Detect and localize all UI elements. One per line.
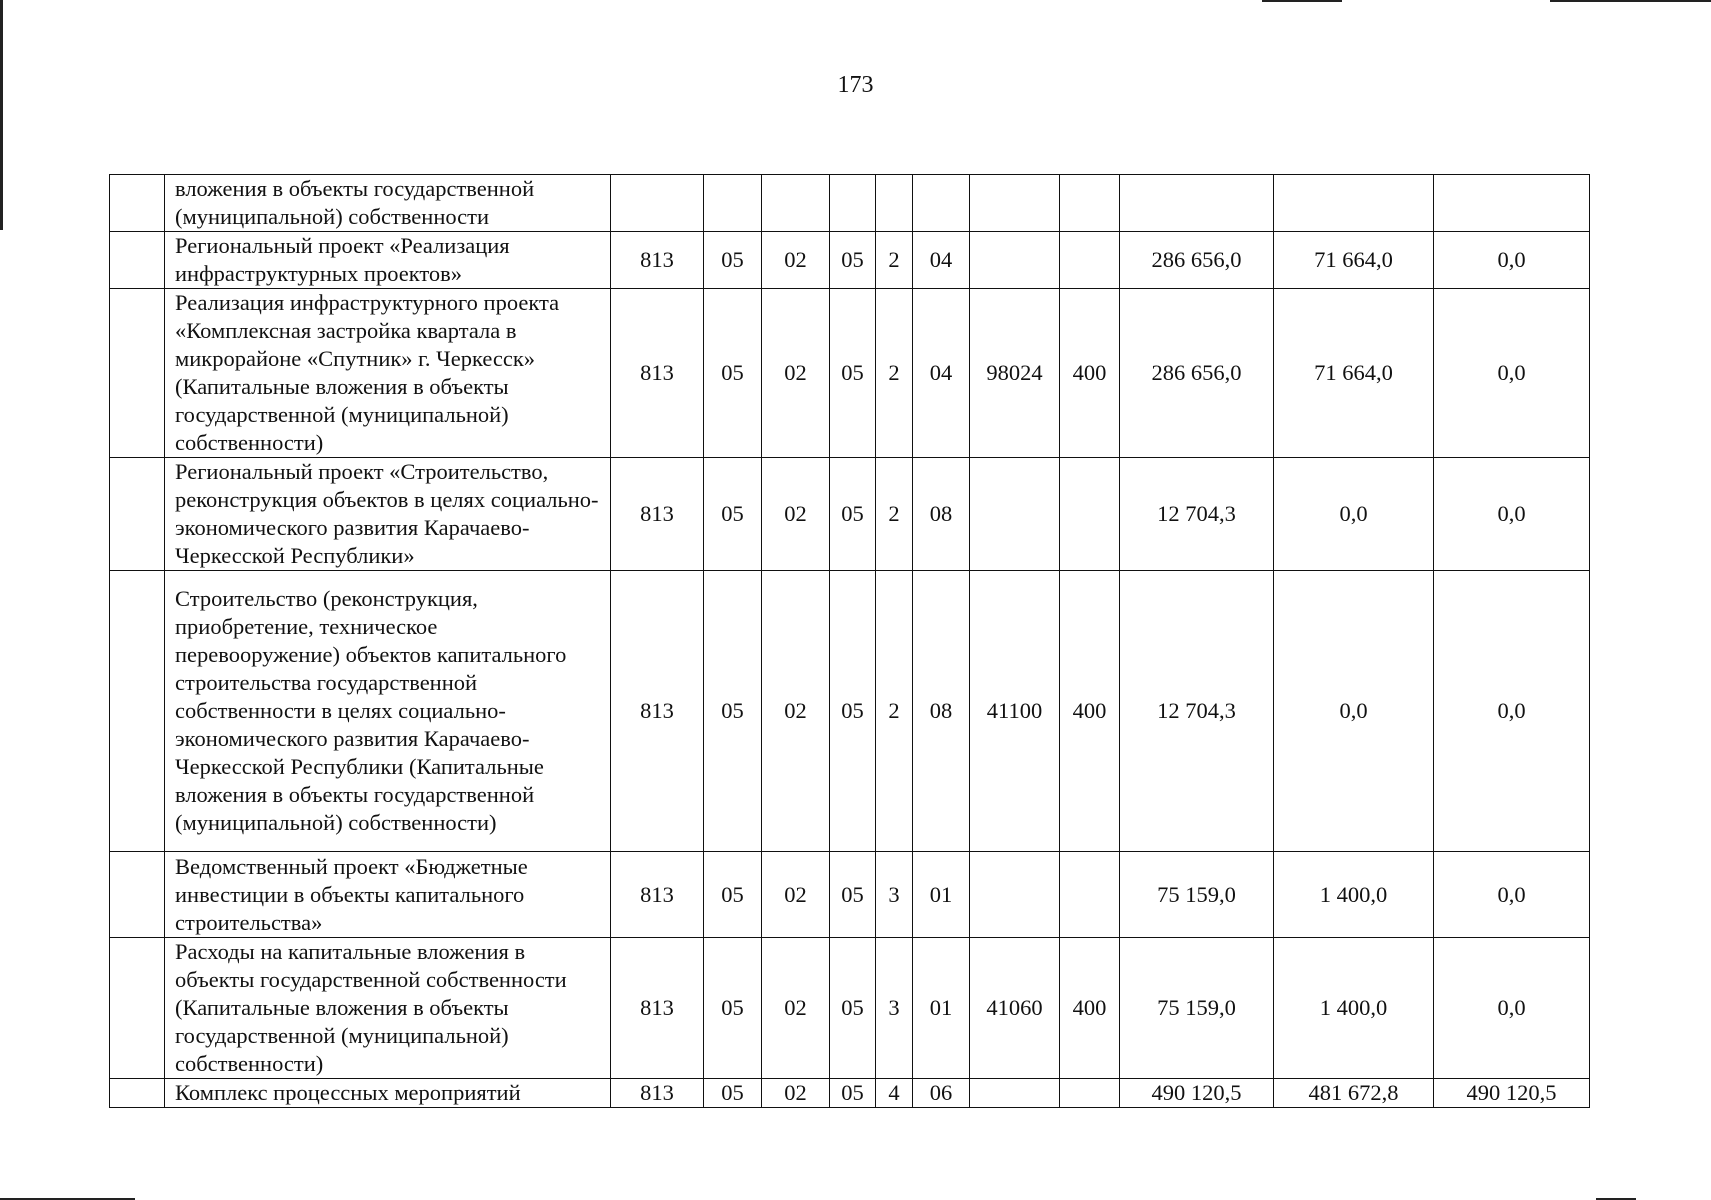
cell-pr: 02	[762, 852, 830, 938]
cell-index	[110, 175, 165, 232]
cell-csr-program: 05	[830, 571, 876, 852]
table-row	[110, 289, 1590, 458]
cell-ved	[611, 175, 704, 232]
cell-sum-1	[1120, 175, 1274, 232]
cell-csr-program: 05	[830, 232, 876, 289]
cell-ved: 813	[611, 458, 704, 571]
cell-csr-event: 06	[913, 1079, 970, 1108]
cell-index	[110, 1079, 165, 1108]
cell-sum-3: 0,0	[1434, 571, 1590, 852]
cell-sum-3: 0,0	[1434, 232, 1590, 289]
cell-csr-event: 01	[913, 938, 970, 1079]
cell-vr: 400	[1060, 289, 1120, 458]
cell-pr: 02	[762, 458, 830, 571]
cell-csr-type: 2	[876, 571, 913, 852]
cell-ved: 813	[611, 1079, 704, 1108]
cell-csr-type: 2	[876, 458, 913, 571]
cell-sum-1: 75 159,0	[1120, 852, 1274, 938]
cell-name: Расходы на капитальные вложения в объекты государственной собственности (Капитальные вложения в объекты государственной (муниципальной) собственности)	[165, 938, 611, 1079]
cell-csr-event: 08	[913, 458, 970, 571]
cell-csr-type: 4	[876, 1079, 913, 1108]
cell-name: Реализация инфраструктурного проекта «Комплексная застройка квартала в микрорайоне «Спутник» г. Черкесск» (Капитальные вложения в объекты государственной (муниципальной) собственности)	[165, 289, 611, 458]
cell-sum-2	[1274, 175, 1434, 232]
table-row	[110, 852, 1590, 938]
cell-index	[110, 458, 165, 571]
cell-name: Строительство (реконструкция, приобретение, техническое перевооружение) объектов капитального строительства государственной собственности в целях социально-экономического развития Карачаево-Черкесской Республики (Капитальные вложения в объекты государственной (муниципальной) собственности)	[165, 571, 611, 852]
cell-csr-program: 05	[830, 938, 876, 1079]
page-number: 173	[837, 72, 874, 98]
cell-ved: 813	[611, 938, 704, 1079]
cell-sum-3	[1434, 175, 1590, 232]
cell-name: Комплекс процессных мероприятий	[165, 1079, 611, 1108]
cell-csr-direction	[970, 458, 1060, 571]
cell-csr-event: 01	[913, 852, 970, 938]
cell-index	[110, 852, 165, 938]
cell-sum-3: 0,0	[1434, 938, 1590, 1079]
cell-csr-program: 05	[830, 458, 876, 571]
cell-csr-direction: 98024	[970, 289, 1060, 458]
scan-mark	[1550, 0, 1711, 2]
cell-sum-2: 0,0	[1274, 571, 1434, 852]
cell-csr-direction	[970, 232, 1060, 289]
budget-table	[109, 174, 1590, 1108]
cell-pr: 02	[762, 1079, 830, 1108]
cell-sum-2: 1 400,0	[1274, 852, 1434, 938]
cell-vr	[1060, 175, 1120, 232]
cell-csr-direction	[970, 175, 1060, 232]
cell-sum-1: 286 656,0	[1120, 289, 1274, 458]
cell-name: вложения в объекты государственной (муниципальной) собственности	[165, 175, 611, 232]
cell-vr: 400	[1060, 571, 1120, 852]
cell-csr-direction	[970, 852, 1060, 938]
cell-csr-program: 05	[830, 852, 876, 938]
cell-csr-direction: 41060	[970, 938, 1060, 1079]
cell-sum-1: 75 159,0	[1120, 938, 1274, 1079]
table-row	[110, 1079, 1590, 1108]
cell-rz: 05	[704, 458, 762, 571]
cell-name: Региональный проект «Реализация инфраструктурных проектов»	[165, 232, 611, 289]
cell-csr-type: 3	[876, 938, 913, 1079]
cell-rz: 05	[704, 938, 762, 1079]
cell-csr-event: 08	[913, 571, 970, 852]
table-row	[110, 175, 1590, 232]
cell-sum-2: 71 664,0	[1274, 289, 1434, 458]
cell-ved: 813	[611, 571, 704, 852]
cell-rz: 05	[704, 1079, 762, 1108]
cell-sum-3: 0,0	[1434, 289, 1590, 458]
cell-index	[110, 232, 165, 289]
cell-rz: 05	[704, 571, 762, 852]
cell-csr-event: 04	[913, 289, 970, 458]
cell-csr-event: 04	[913, 232, 970, 289]
cell-sum-2: 481 672,8	[1274, 1079, 1434, 1108]
cell-index	[110, 938, 165, 1079]
cell-index	[110, 289, 165, 458]
cell-csr-event	[913, 175, 970, 232]
cell-sum-1: 286 656,0	[1120, 232, 1274, 289]
cell-index	[110, 571, 165, 852]
cell-rz: 05	[704, 289, 762, 458]
cell-csr-direction: 41100	[970, 571, 1060, 852]
cell-sum-1: 12 704,3	[1120, 458, 1274, 571]
cell-sum-3: 0,0	[1434, 458, 1590, 571]
cell-csr-type: 3	[876, 852, 913, 938]
cell-csr-type	[876, 175, 913, 232]
cell-ved: 813	[611, 852, 704, 938]
table-row	[110, 232, 1590, 289]
cell-vr	[1060, 232, 1120, 289]
cell-csr-type: 2	[876, 289, 913, 458]
cell-rz: 05	[704, 232, 762, 289]
scan-mark	[1262, 0, 1342, 2]
cell-rz: 05	[704, 852, 762, 938]
cell-sum-2: 0,0	[1274, 458, 1434, 571]
cell-pr: 02	[762, 571, 830, 852]
cell-csr-direction	[970, 1079, 1060, 1108]
cell-sum-2: 1 400,0	[1274, 938, 1434, 1079]
cell-pr: 02	[762, 938, 830, 1079]
cell-ved: 813	[611, 232, 704, 289]
cell-rz	[704, 175, 762, 232]
cell-ved: 813	[611, 289, 704, 458]
cell-csr-program: 05	[830, 1079, 876, 1108]
cell-csr-program	[830, 175, 876, 232]
scan-edge	[0, 0, 3, 230]
cell-vr: 400	[1060, 938, 1120, 1079]
table-row	[110, 458, 1590, 571]
table-row	[110, 571, 1590, 852]
cell-name: Региональный проект «Строительство, реконструкция объектов в целях социально-экономического развития Карачаево-Черкесской Республики»	[165, 458, 611, 571]
cell-csr-type: 2	[876, 232, 913, 289]
cell-vr	[1060, 458, 1120, 571]
cell-sum-3: 490 120,5	[1434, 1079, 1590, 1108]
cell-csr-program: 05	[830, 289, 876, 458]
cell-pr: 02	[762, 232, 830, 289]
cell-sum-1: 490 120,5	[1120, 1079, 1274, 1108]
cell-vr	[1060, 852, 1120, 938]
table-row	[110, 938, 1590, 1079]
cell-sum-1: 12 704,3	[1120, 571, 1274, 852]
cell-sum-3: 0,0	[1434, 852, 1590, 938]
cell-pr: 02	[762, 289, 830, 458]
cell-name: Ведомственный проект «Бюджетные инвестиции в объекты капитального строительства»	[165, 852, 611, 938]
cell-vr	[1060, 1079, 1120, 1108]
cell-pr	[762, 175, 830, 232]
cell-sum-2: 71 664,0	[1274, 232, 1434, 289]
